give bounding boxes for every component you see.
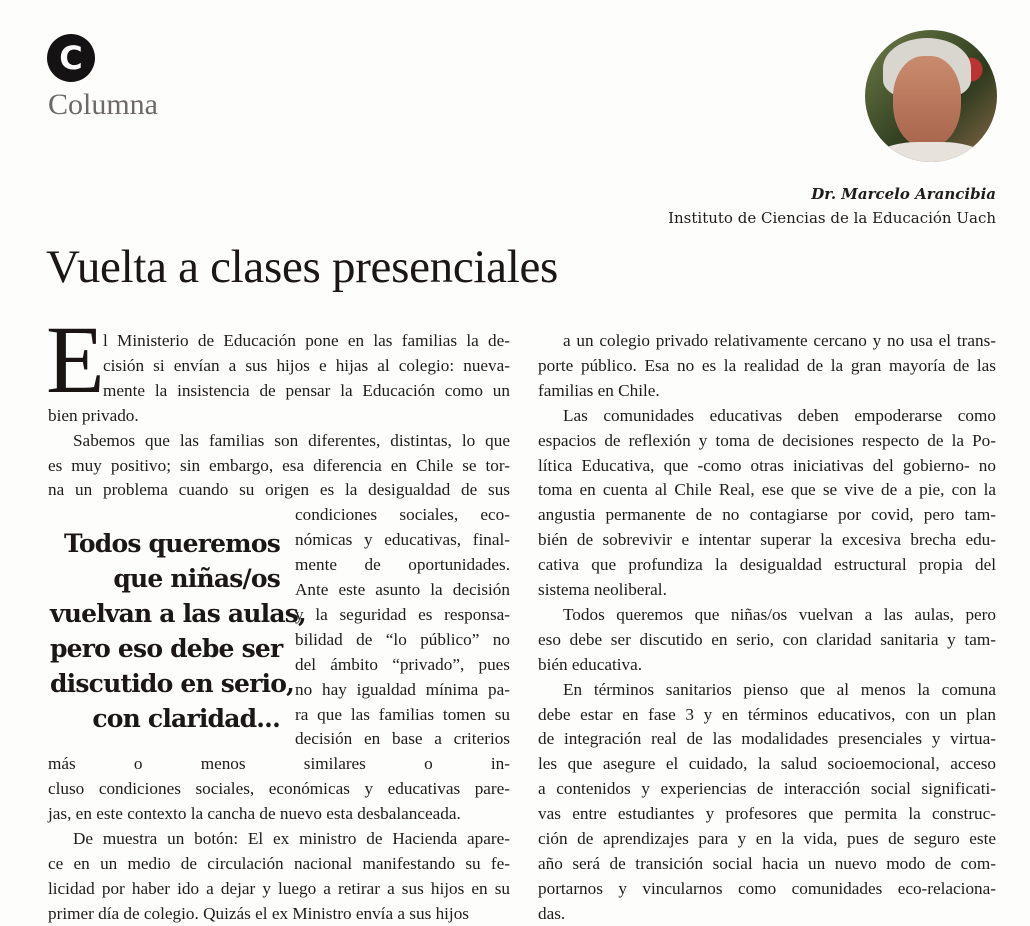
body-text-line: ra que las familias tomen su: [295, 704, 510, 724]
body-text-line: lítica Educativa, que -como otras iniciativas del gobierno- no: [538, 455, 996, 475]
body-text-line: nómicas y educativas, final-: [295, 530, 510, 550]
body-text-line: es muy positivo; sin embargo, esa diferencia en Chile se tor-: [48, 455, 510, 475]
body-text-line: del ámbito “privado”, pues: [295, 654, 510, 674]
body-text-line: condiciones sociales, eco-: [295, 505, 510, 525]
body-text-line: ce en un medio de circulación nacional manifestando su fe-: [48, 853, 510, 873]
body-text-line: más o menos similares o in-: [48, 754, 510, 774]
body-text-line: De muestra un botón: El ex ministro de Hacienda apare-: [73, 829, 510, 848]
body-text-line: eso debe ser discutido en serio, con claridad sanitaria y tam-: [538, 629, 996, 649]
body-text-line: a un colegio privado relativamente cercano y no usa el trans-: [563, 331, 996, 350]
body-text-line: porte público. Esa no es la realidad de la gran mayoría de las: [538, 355, 996, 375]
body-text-line: En términos sanitarios pienso que al menos la comuna: [563, 679, 996, 699]
body-text-line: Ante este asunto la decisión: [295, 580, 510, 599]
pull-quote-line: pero eso debe ser: [50, 634, 283, 663]
body-text-line: mente de oportunidades.: [295, 555, 510, 575]
body-text-line: no hay igualdad mínima pa-: [295, 679, 510, 699]
body-text-line: bilidad de “lo público” no: [295, 629, 510, 649]
pull-quote: [50, 526, 306, 736]
body-text-line: jas, en este contexto la cancha de nuevo esta desbalanceada.: [48, 804, 461, 824]
body-text-line: na un problema cuando su origen es la desigualdad de sus: [48, 480, 510, 500]
body-text-line: cativa que profundiza la desigualdad estructural propia del: [538, 555, 996, 575]
body-text-line: decisión en base a criterios: [295, 729, 510, 749]
column-badge: C: [47, 34, 95, 82]
author-photo: [865, 30, 997, 162]
body-text-line: Sabemos que las familias son diferentes, distintas, lo que: [73, 430, 510, 450]
body-text-line: y la seguridad es responsa-: [295, 604, 510, 624]
body-text-line: bién de sobrevivir e intentar superar la excesiva brecha edu-: [538, 530, 996, 550]
body-text-line: vas entre estudiantes y profesores que permita la construc-: [538, 804, 996, 824]
pull-quote-line: Todos queremos: [64, 529, 280, 558]
body-text-line: debe estar en fase 3 y en términos educativos, con un plan: [538, 704, 996, 724]
body-text-line: bien privado.: [48, 405, 139, 425]
article-title: Vuelta a clases presenciales: [46, 241, 559, 293]
body-text-line: portarnos y vincularnos como comunidades eco-relaciona-: [538, 878, 996, 898]
body-text-line: primer día de colegio. Quizás el ex Ministro envía a sus hijos: [48, 903, 469, 923]
author-institution: Instituto de Ciencias de la Educación Uach: [668, 209, 996, 227]
body-text-line: les que asegure el cuidado, la salud socioemocional, acceso: [538, 754, 996, 774]
pull-quote-line: vuelvan a las aulas,: [50, 599, 306, 628]
body-text-line: espacios de reflexión y toma de decisiones respecto de la Po-: [538, 430, 996, 450]
body-text-line: cisión si envían a sus hijos e hijas al colegio: nueva-: [103, 355, 510, 375]
body-text-line: das.: [538, 903, 566, 923]
body-text-line: de integración real de las modalidades presenciales y virtua-: [538, 729, 996, 749]
body-text-line: sistema neoliberal.: [538, 580, 667, 599]
body-text-line: bién educativa.: [538, 654, 643, 674]
body-text-line: cluso condiciones sociales, económicas y educativas pare-: [48, 779, 510, 799]
body-text-line: angustia permanente de no contagiarse por covid, pero tam-: [538, 505, 996, 525]
body-text-line: año será de transición social hacia un nuevo modo de com-: [538, 853, 996, 873]
body-text-line: ción de aprendizajes para y en la vida, pues de seguro este: [538, 829, 996, 848]
body-text-line: Todos queremos que niñas/os vuelvan a las aulas, pero: [563, 604, 996, 624]
body-text-line: mente la insistencia de pensar la Educación como un: [103, 380, 510, 400]
author-name: Dr. Marcelo Arancibia: [811, 185, 996, 203]
section-label: Columna: [48, 88, 158, 121]
drop-cap: E: [46, 306, 105, 413]
body-text-line: licidad por haber ido a dejar y luego a retirar a sus hijos en su: [48, 878, 510, 898]
body-text-line: Las comunidades educativas deben empoderarse como: [563, 405, 996, 425]
pull-quote-line: que niñas/os: [113, 564, 280, 593]
body-text-line: toma en cuenta al Chile Real, ese que se vive de a pie, con la: [538, 480, 996, 500]
body-text-line: l Ministerio de Educación pone en las familias la de-: [103, 331, 510, 350]
pull-quote-line: discutido en serio,: [50, 669, 294, 698]
body-text-line: a contenidos y experiencias de interacción social significati-: [538, 779, 996, 799]
body-text-line: familias en Chile.: [538, 380, 660, 400]
pull-quote-line: con claridad...: [92, 704, 280, 733]
